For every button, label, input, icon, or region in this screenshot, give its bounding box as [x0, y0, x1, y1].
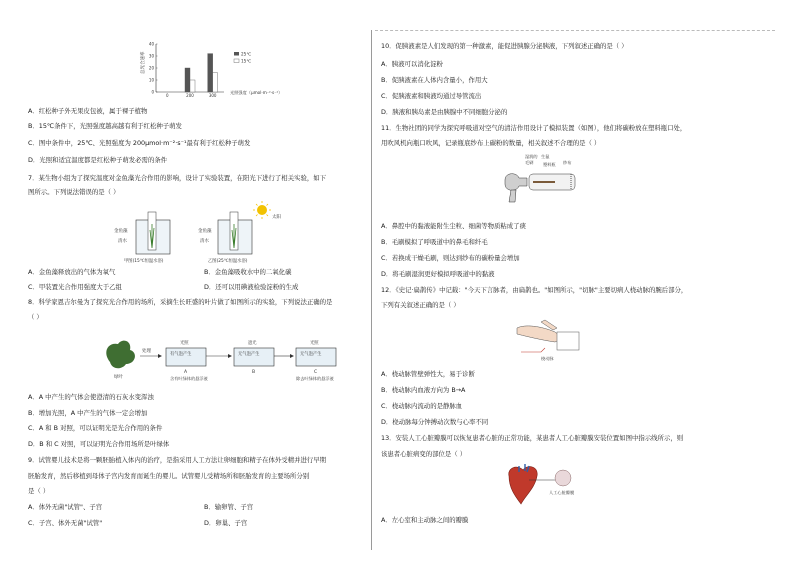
- y-tick-label: 20: [148, 65, 154, 71]
- q13-stem-2: 该患者心脏病变的部位是（ ）: [381, 450, 467, 458]
- q8-fig-a-note: 含有叶绿体的悬浮液: [170, 376, 208, 381]
- q8-fig-treat: 处理: [142, 349, 151, 354]
- sun-icon: [253, 201, 271, 219]
- q7-fig-water-b: 清水: [200, 239, 209, 244]
- q11-apparatus-figure: [499, 150, 599, 208]
- q8-option-a: A．A 中产生的气体会使澄清的石灰水变浑浊: [28, 393, 154, 401]
- q11-stem-2: 用吹风机向瓶口吹风，记录瓶底纱布上碳粉的数量，相关叙述不合理的是（ ）: [381, 139, 601, 147]
- q6-option-a: A．红松种子外无果皮包被，属于裸子植物: [28, 107, 148, 115]
- q6-option-d: D．光照和适宜温度都是红松种子萌发必需的条件: [28, 156, 168, 164]
- x-ticks: [166, 93, 217, 98]
- q11-option-c: C．若换成干燥毛刷，则达到纱布的碳粉量会增加: [381, 254, 520, 262]
- left-column: [28, 0, 380, 562]
- q12-fig-label: 桡动脉: [541, 356, 554, 361]
- q7-option-b: B．金鱼藻吸收水中的二氧化碳: [204, 268, 292, 276]
- q8-experiment-figure: [100, 334, 340, 386]
- y-tick-label: 40: [148, 41, 154, 47]
- tube-b: [234, 348, 274, 366]
- q10-option-a: A．胰液可以消化淀粉: [381, 60, 443, 68]
- q11-fig-l2: 毛刷: [525, 160, 534, 165]
- q11-fig-l5: 生鼠: [541, 154, 550, 159]
- q9-option-a: A．体外无菌"试管"、子宫: [28, 503, 103, 511]
- q8-stem-2: （ ）: [28, 313, 43, 321]
- q11-fig-l4: 纱布: [563, 160, 572, 165]
- x-tick-label: 300: [208, 93, 217, 98]
- q9-stem-2: 胚胎发育，然后移植到母体子宫内发育而诞生的婴儿。试管婴儿受精场所和胚胎发育的主要场所分别: [28, 472, 310, 480]
- q8-fig-c: C: [314, 370, 318, 375]
- q8-box1-mid: 有气泡产生: [170, 352, 192, 357]
- q6-option-c: C．图中条件中，25℃、光照强度为 200μmol·m⁻²·s⁻¹最有利于红松种子萌发: [28, 139, 251, 147]
- q13-fig-label: 人工心脏瓣膜: [549, 490, 575, 495]
- legend-15: 15℃: [241, 58, 252, 64]
- hair-dryer-icon: [505, 174, 527, 191]
- q7-stem-1: 7．某生物小组为了探究温度对金鱼藻光合作用的影响，设计了实验装置，在阳光下进行了相关实验，如下: [28, 174, 327, 182]
- q12-option-b: B．桡动脉内血液方向为 B→A: [381, 386, 466, 394]
- q9-option-d: D．卵巢、子宫: [204, 519, 248, 527]
- q11-fig-l3: 塑料瓶: [543, 162, 556, 167]
- bar-300-15℃: [213, 73, 218, 92]
- q7-fig-plant-a: 金鱼藻: [114, 229, 128, 234]
- q8-fig-c-note: 除去叶绿体的悬浮液: [296, 376, 334, 381]
- q8-box3-mid: 无气泡产生: [300, 352, 322, 357]
- q8-option-d: D．B 和 C 对照，可以证明光合作用场所是叶绿体: [28, 440, 170, 448]
- x-tick-label: 200: [186, 93, 194, 98]
- q7-fig-water-a: 清水: [118, 239, 127, 244]
- q7-option-c: C．甲装置光合作用强度大于乙组: [28, 283, 122, 291]
- q12-option-c: C．桡动脉内流动的是静脉血: [381, 402, 463, 410]
- q10-option-c: C．促胰液素和胰液均通过导管流出: [381, 92, 482, 100]
- y-tick-label: 30: [148, 53, 154, 59]
- q8-fig-a: A: [184, 370, 188, 375]
- bar-200-15℃: [190, 80, 195, 92]
- q8-fig-plant: 绿叶: [114, 375, 123, 380]
- arrow-head-icon: [228, 354, 232, 358]
- q12-option-a: A．桡动脉管壁弹性大，易于诊断: [381, 370, 475, 378]
- q8-fig-b: B: [252, 370, 256, 375]
- q10-option-b: B．促胰液素在人体内含量小，作用大: [381, 76, 488, 84]
- q12-stem-1: 12．《史记·扁鹊传》中记载："今天下言脉者，由扁鹊也。"如图所示，"切脉"主要切病人桡动脉的腕后部分，: [381, 286, 688, 294]
- artificial-valve-icon: [555, 470, 571, 486]
- heart-icon: [509, 467, 537, 504]
- q12-option-d: D．桡动脉每分钟搏动次数与心率不同: [381, 418, 489, 426]
- q7-fig-label-b: 乙图(25℃恒温水浴): [208, 259, 248, 264]
- q7-fig-label-a: 甲图(15℃恒温水浴): [124, 259, 164, 264]
- legend-swatch-15: [234, 59, 239, 63]
- q7-experiment-figure: [90, 200, 300, 266]
- q7-fig-plant-b: 金鱼藻: [198, 229, 212, 234]
- q9-stem-1: 9．试管婴儿技术是将一颗胚胎植入体内的治疗，是指采用人工方法让卵细胞和精子在体外受精并进行早期: [28, 456, 327, 464]
- q8-option-b: B．增加光照，A 中产生的气体一定会增加: [28, 409, 148, 417]
- y-axis-label: 总光合速率: [141, 51, 146, 74]
- sun-label: 太阳: [272, 215, 281, 220]
- y-tick-label: 10: [148, 77, 154, 83]
- q8-box2-mid: 无气泡产生: [238, 352, 260, 357]
- q7-option-a: A．金鱼藻释放出的气体为氧气: [28, 268, 116, 276]
- legend-25: 25℃: [241, 51, 252, 57]
- y-tick-label: 0: [151, 89, 154, 95]
- q8-box1-top: 光照: [180, 341, 189, 346]
- q8-option-c: C．A 和 B 对照，可以证明光是光合作用的条件: [28, 424, 163, 432]
- legend-swatch-25: [234, 52, 239, 56]
- q11-option-a: A．鼻腔中的黏液能附生尘粒、细菌等物质粘成了痰: [381, 222, 526, 230]
- q11-fig-l1: 湿润的: [525, 154, 538, 159]
- q11-stem-1: 11．生物社团的同学为探究呼吸道对空气的清洁作用设计了模拟装置（如图），他们将碳粉放在塑料瓶口处，: [381, 124, 687, 132]
- q12-stem-2: 下列有关叙述正确的是（ ）: [381, 301, 460, 309]
- arrow-head-icon: [158, 354, 162, 358]
- x-axis-label: 光照强度（μmol·m⁻²·s⁻¹）: [230, 90, 283, 95]
- artery-line-icon: [521, 348, 545, 352]
- bars: [185, 54, 218, 92]
- q10-option-d: D．胰液和胰岛素是由胰腺中不同细胞分泌的: [381, 108, 508, 116]
- leaf-cluster-icon: [106, 341, 135, 369]
- bar-200-25℃: [185, 68, 190, 92]
- q6-option-b: B．15℃条件下，光照强度越高越有利于红松种子萌发: [28, 122, 182, 130]
- q11-option-b: B．毛刷模拟了呼吸道中的鼻毛和纤毛: [381, 238, 488, 246]
- q7-stem-2: 图所示。下列说法错误的是（ ）: [28, 188, 120, 196]
- q10-stem: 10．促胰液素是人们发现的第一种激素，能促进胰腺分泌胰液，下列叙述正确的是（ ）: [381, 42, 628, 50]
- q7-option-d: D．还可以用碘液检验淀粉的生成: [204, 283, 299, 291]
- dryer-handle-icon: [509, 190, 516, 202]
- tube-c: [296, 348, 336, 366]
- pulse-pillow-icon: [557, 332, 579, 350]
- q13-option-a: A．左心室和主动脉之间的瓣膜: [381, 516, 469, 524]
- q9-stem-3: 是（ ）: [28, 487, 50, 495]
- q8-box3-top: 光照: [310, 341, 319, 346]
- right-column: [375, 0, 775, 562]
- q12-pulse-figure: [511, 314, 591, 362]
- x-tick-label: 0: [166, 93, 169, 98]
- q13-stem-1: 13．安装人工心脏瓣膜可以恢复患者心脏的正常功能，某患者人工心脏瓣膜安装位置如图中指示线所示，则: [381, 434, 684, 442]
- tube-a: [166, 348, 206, 366]
- arrow-head-icon: [290, 354, 294, 358]
- bar-300-25℃: [208, 54, 213, 92]
- q9-option-b: B．输卵管、子宫: [204, 503, 254, 511]
- q13-heart-figure: [499, 462, 589, 510]
- q9-option-c: C．子宫、体外无菌"试管": [28, 519, 103, 527]
- q8-box2-top: 遮光: [248, 341, 257, 346]
- germination-bar-chart: [138, 40, 328, 102]
- q8-stem-1: 8．科学家恩吉尔曼为了探究光合作用的场所，采摘生长旺盛的叶片做了如图所示的实验，下列说法正确的是: [28, 298, 333, 306]
- q11-option-d: D．将毛刷湿润更好模拟呼吸道中的黏液: [381, 270, 495, 278]
